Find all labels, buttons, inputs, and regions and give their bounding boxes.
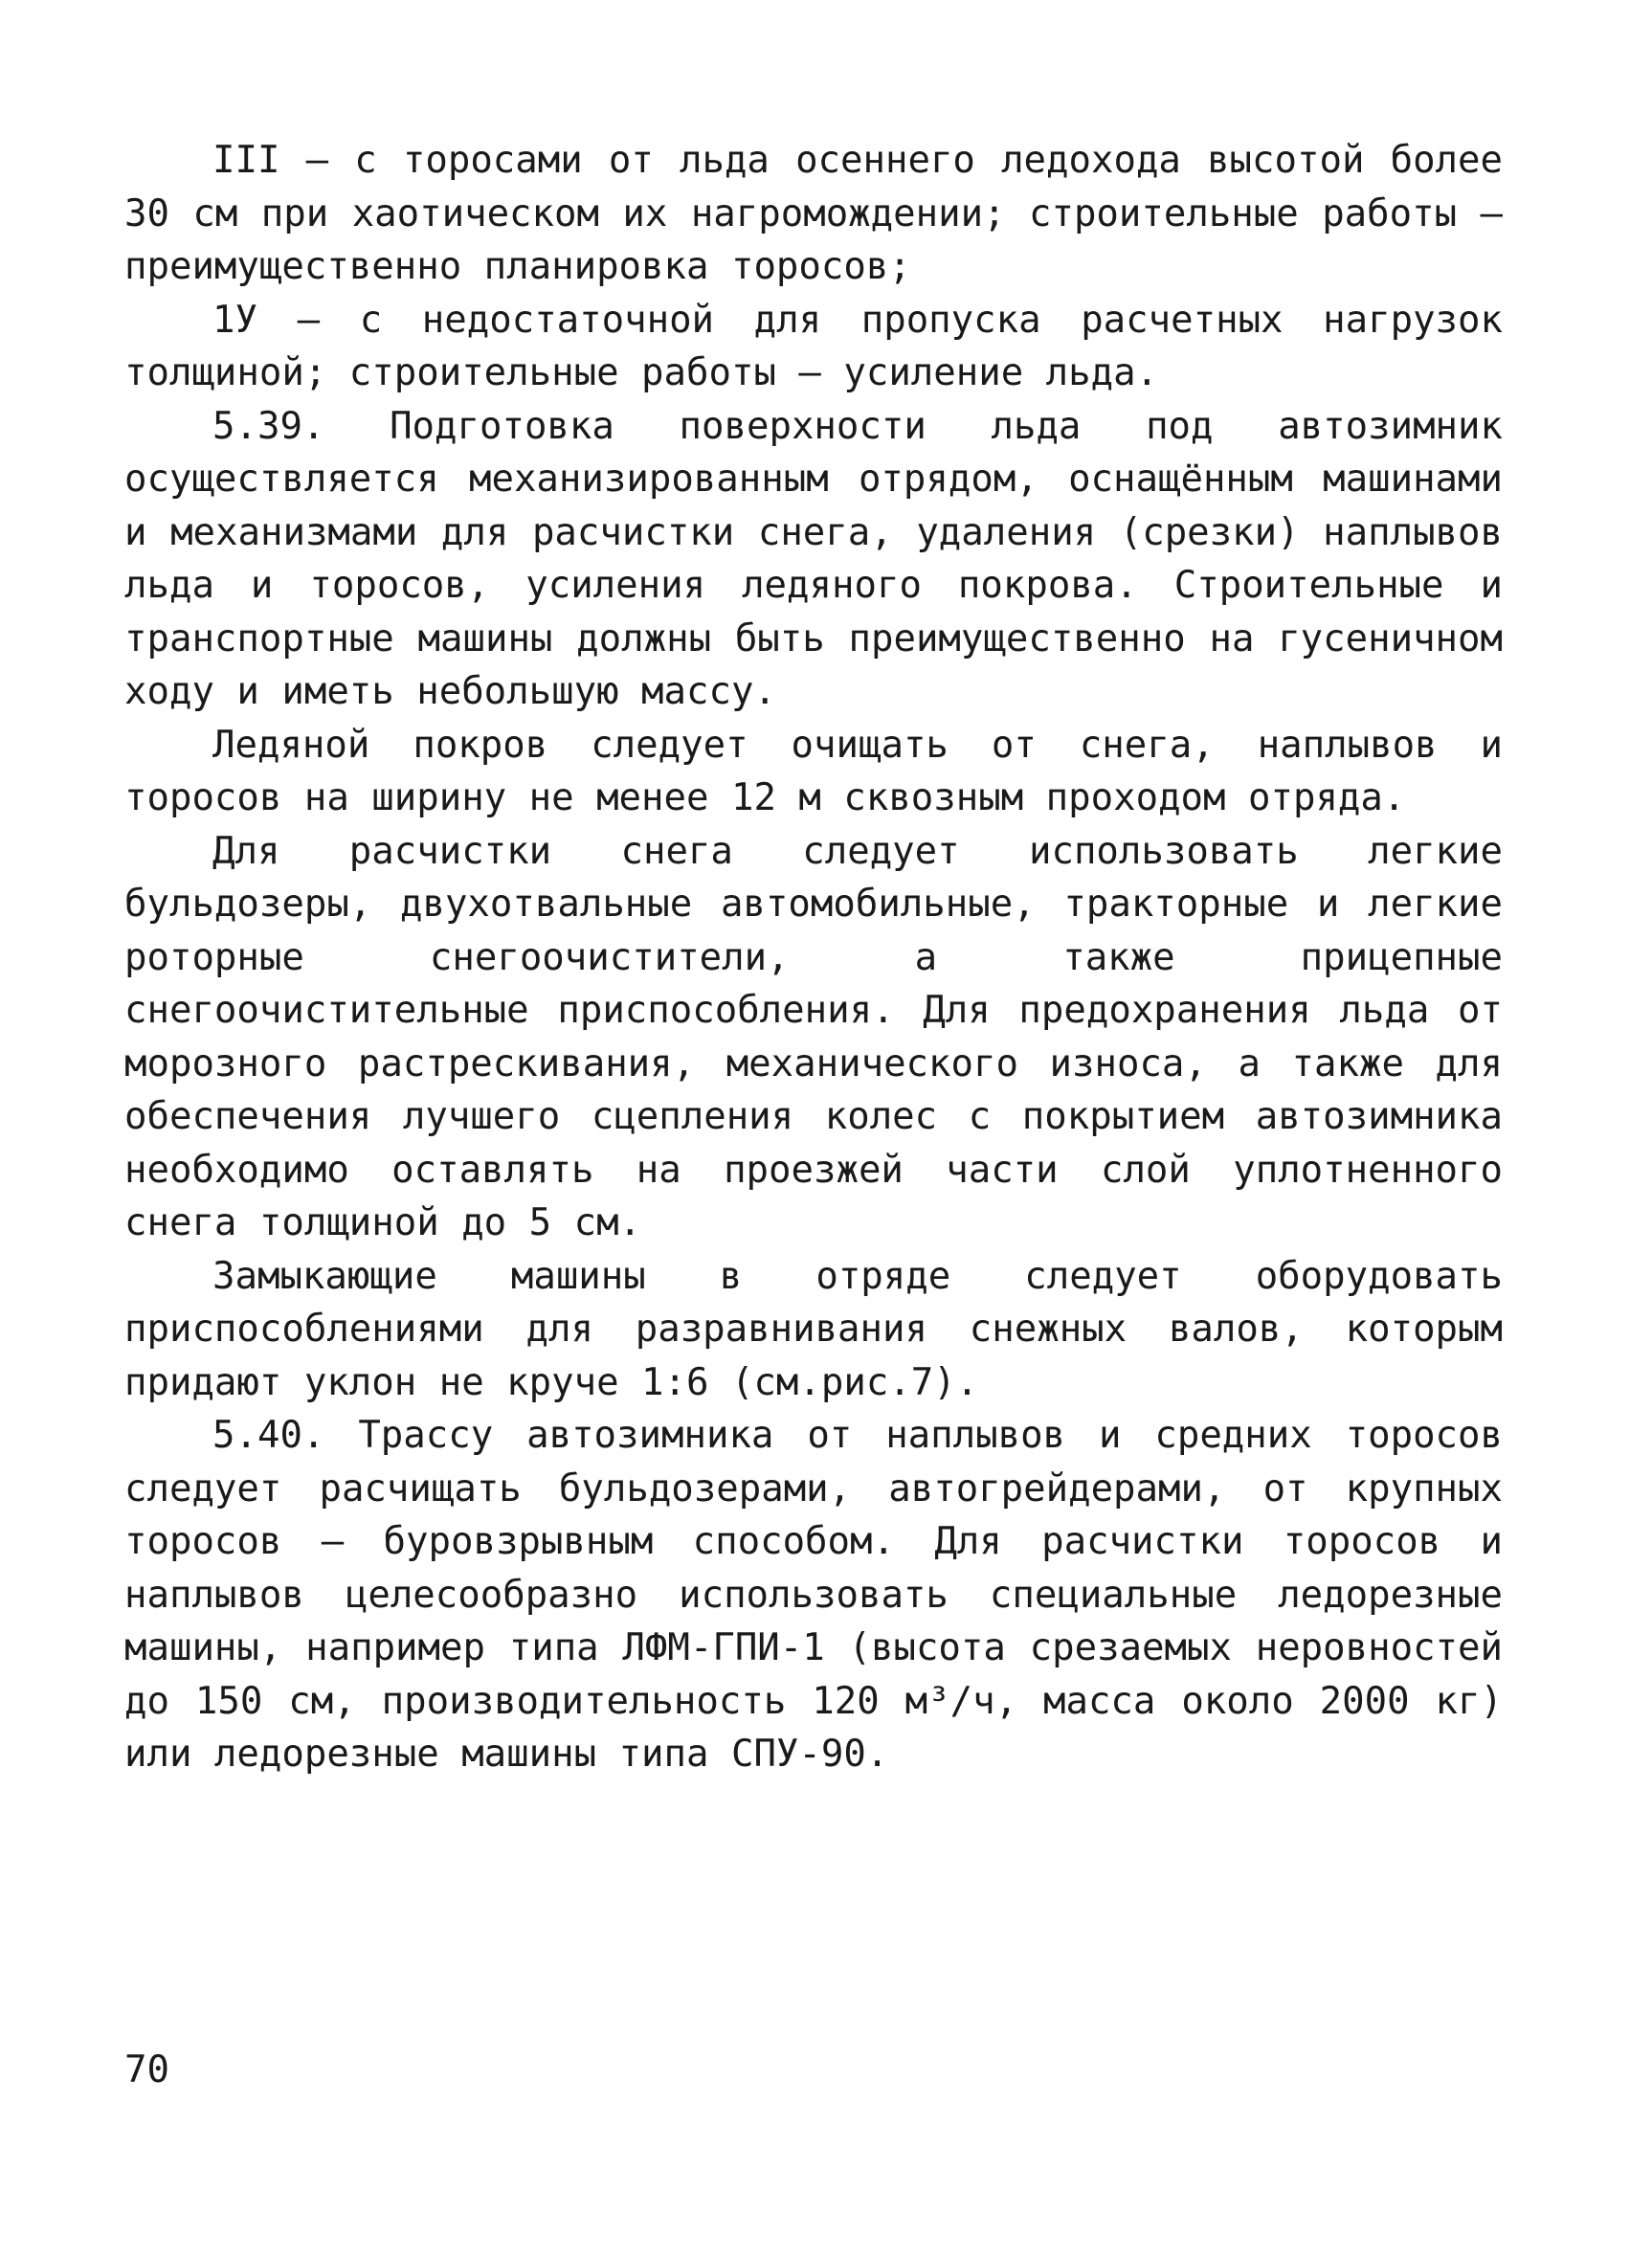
paragraph-category-iv: 1У – с недостаточной для пропуска расчетных нагрузок толщиной; строительные работы – усиление льда. [124,298,1503,394]
paragraph-category-iii: III – с торосами от льда осеннего ледохода высотой более 30 см при хаотическом их нагромождении; строительные работы – преимущественно планировка торосов; [124,139,1503,288]
paragraph-5-39: 5.39. Подготовка поверхности льда под автозимник осуществляется механизированным отрядом, оснащённым машинами и механизмами для расчистки снега, удаления (срезки) наплывов льда и торосов, усиления ледяного покрова. Строительные и транспортные машины должны быть преимущественно на гусеничном ходу и иметь небольшую массу. [124,404,1503,713]
page-number: 70 [124,2048,169,2092]
paragraph-snow-removal: Для расчистки снега следует использовать легкие бульдозеры, двухотвальные автомобильные, тракторные и легкие роторные снегоочистители, а также прицепные снегоочистительные приспособления. Для предохранения льда от морозного растрескивания, механического износа, а также для обеспечения лучшего сцепления колес с покрытием автозимника необходимо оставлять на проезжей части слой уплотненного снега толщиной до 5 см. [124,829,1503,1244]
paragraph-ice-clearing: Ледяной покров следует очищать от снега, наплывов и торосов на ширину не менее 12 м сквозным проходом отряда. [124,723,1503,819]
paragraph-closing-machines: Замыкающие машины в отряде следует оборудовать приспособлениями для разравнивания снежных валов, которым придают уклон не круче 1:6 (см.рис.7). [124,1254,1503,1404]
paragraph-5-40: 5.40. Трассу автозимника от наплывов и средних торосов следует расчищать бульдозерами, автогрейдерами, от крупных торосов – буровзрывным способом. Для расчистки торосов и наплывов целесообразно использовать специальные ледорезные машины, например типа ЛФМ-ГПИ-1 (высота срезаемых неровностей до 150 см, производительность 120 м³/ч, масса около 2000 кг) или ледорезные машины типа СПУ-90. [124,1414,1503,1776]
body-text [124,134,1503,1781]
